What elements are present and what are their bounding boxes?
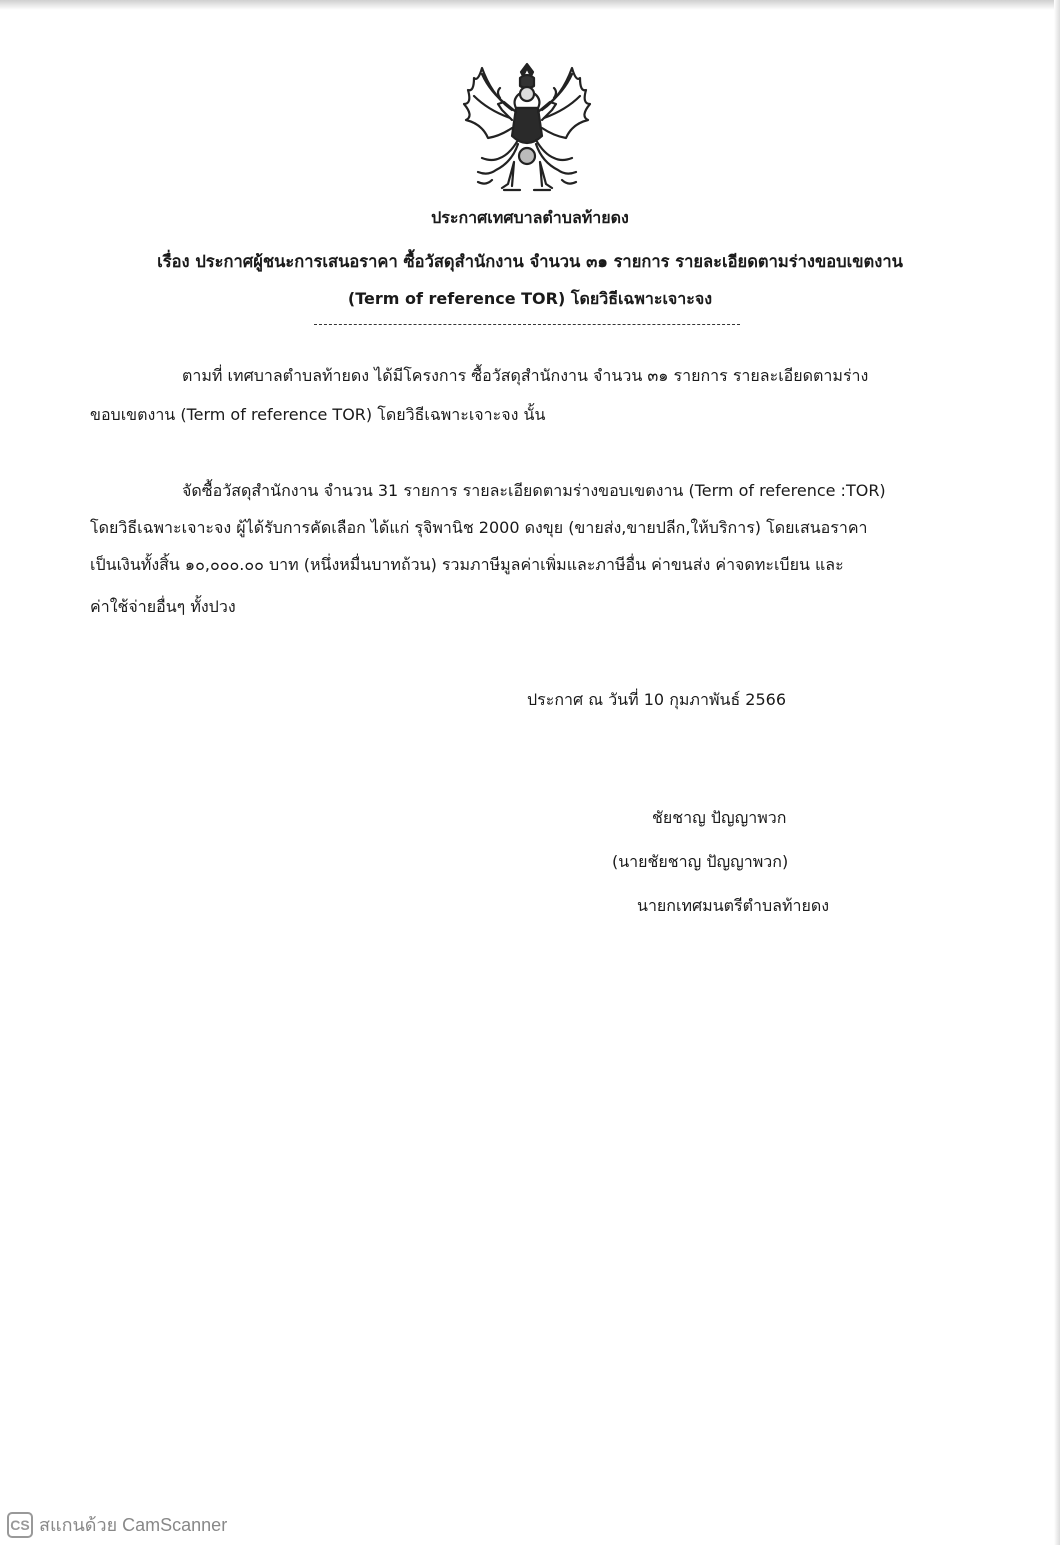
signer-full-name: (นายชัยชาญ ปัญญาพวก) [612,852,789,871]
announcement-title: ประกาศเทศบาลตำบลท้ายดง [431,208,629,227]
scan-top-edge [0,0,1060,10]
paragraph-1-line-1: ตามที่ เทศบาลตำบลท้ายดง ได้มีโครงการ ซื้อวัสดุสำนักงาน จำนวน ๓๑ รายการ รายละเอียดตามร่าง [182,366,869,385]
separator-line [314,324,740,325]
paragraph-2-line-3: เป็นเงินทั้งสิ้น ๑๐,๐๐๐.๐๐ บาท (หนึ่งหมื่นบาทถ้วน) รวมภาษีมูลค่าเพิ่มและภาษีอื่น ค่าขนส่ง ค่าจดทะเบียน และ [90,555,844,574]
paragraph-2-line-4: ค่าใช้จ่ายอื่นๆ ทั้งปวง [90,597,236,616]
camscanner-logo-icon: CS [7,1512,33,1538]
paragraph-2-line-2: โดยวิธีเฉพาะเจาะจง ผู้ได้รับการคัดเลือก ได้แก่ รุจิพานิช 2000 ดงขุย (ขายส่ง,ขายปลีก,ให้บริการ) โดยเสนอราคา [90,518,868,537]
paragraph-1-line-2: ขอบเขตงาน (Term of reference TOR) โดยวิธีเฉพาะเจาะจง นั้น [90,405,546,424]
announcement-subject: เรื่อง ประกาศผู้ชนะการเสนอราคา ซื้อวัสดุสำนักงาน จำนวน ๓๑ รายการ รายละเอียดตามร่างขอบเขตงาน [157,252,903,271]
announcement-subject-continued: (Term of reference TOR) โดยวิธีเฉพาะเจาะจง [347,289,713,308]
paragraph-2-line-1: จัดซื้อวัสดุสำนักงาน จำนวน 31 รายการ รายละเอียดตามร่างขอบเขตงาน (Term of reference :TOR) [182,481,886,500]
camscanner-text: สแกนด้วย CamScanner [39,1515,228,1535]
announcement-date: ประกาศ ณ วันที่ 10 กุมภาพันธ์ 2566 [527,690,787,709]
garuda-emblem [452,58,602,198]
scan-right-edge [1054,0,1060,1545]
signer-position: นายกเทศมนตรีตำบลท้ายดง [637,896,830,915]
signature-name: ชัยชาญ ปัญญาพวก [652,808,787,827]
camscanner-watermark [7,1510,227,1539]
